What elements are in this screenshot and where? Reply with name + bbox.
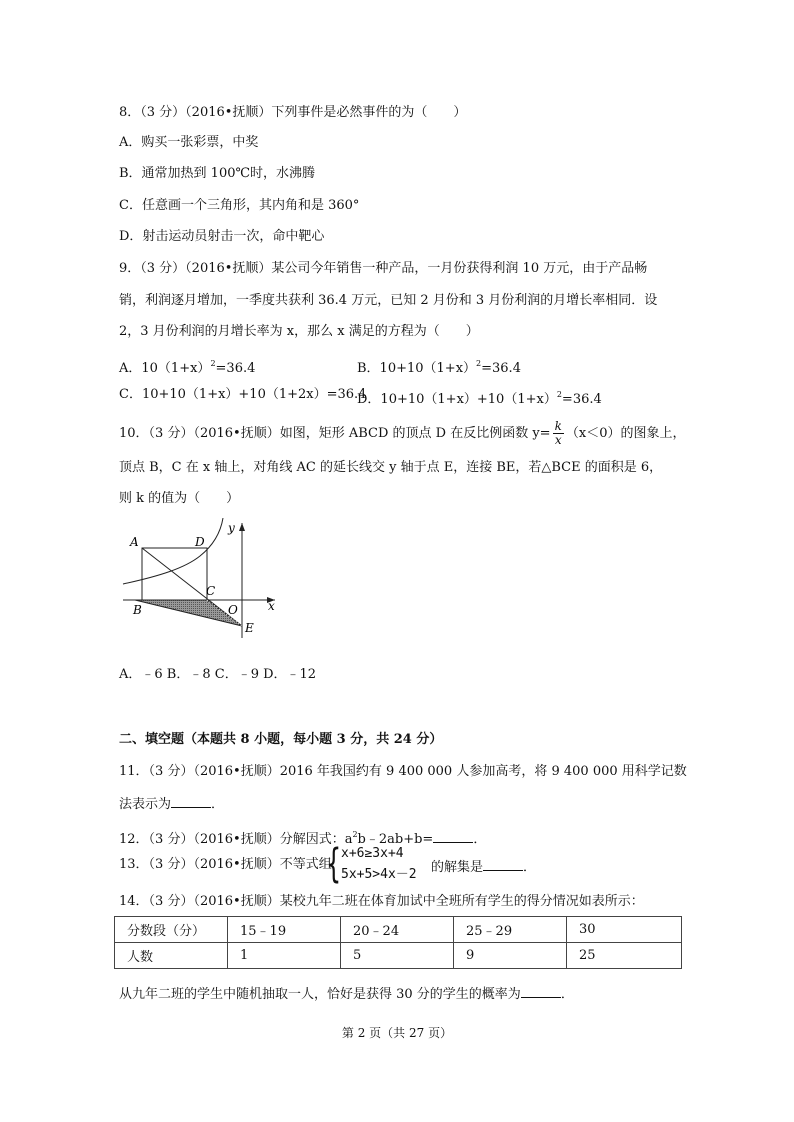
q14-line1: 14．（3 分）（2016•抚顺）某校九年二班在体育加试中全班所有学生的得分情况如表所示： <box>119 894 644 909</box>
label-e: E <box>245 621 254 635</box>
q11-line2: 法表示为 ． <box>119 797 225 812</box>
inequality-2: 5x+5>4x－2 <box>341 867 417 882</box>
table-cell: 20﹣24 <box>341 917 454 943</box>
q13-tail: 的解集是 ． <box>431 860 537 875</box>
answer-blank <box>483 858 523 871</box>
answer-blank <box>433 830 473 843</box>
hyperbola-curve <box>123 518 223 584</box>
answer-blank <box>171 795 211 808</box>
q9-option-d: D．$10+10(1+x)+10(1+x)^2=36.4$ <box>357 390 602 407</box>
table-cell: 25﹣29 <box>454 917 567 943</box>
q10-figure <box>115 518 285 643</box>
answer-blank <box>521 985 561 998</box>
label-b: B <box>133 603 142 617</box>
q10-line2: 顶点 B，C 在 x 轴上，对角线 AC 的延长线交 y 轴于点 E，连接 BE，若△BCE 的面积是 6， <box>119 460 663 475</box>
inequality-1: x+6≥3x+4 <box>341 846 404 861</box>
table-cell: 9 <box>454 943 567 969</box>
q12-line: 12．（3 分）（2016•抚顺）分解因式：$a^2b﹣2ab+b=$ ． <box>119 830 487 847</box>
q14-line2: 从九年二班的学生中随机抽取一人，恰好是获得 30 分的学生的概率为 ． <box>119 987 574 1002</box>
label-c: C <box>206 584 216 598</box>
q11-line1: 11．（3 分）（2016•抚顺）2016 年我国约有 9 400 000 人参加高考，将 9 400 000 用科学记数 <box>119 764 687 779</box>
label-d: D <box>195 535 205 549</box>
q9-option-c: C．10+10（1+x）+10（1+2x）=36.4 <box>119 387 367 402</box>
q8-option-a: A．购买一张彩票，中奖 <box>119 135 259 150</box>
score-table <box>114 916 682 969</box>
table-cell: 25 <box>567 943 682 969</box>
q8-option-c: C．任意画一个三角形，其内角和是 360° <box>119 198 360 213</box>
q9-line2: 销，利润逐月增加，一季度共获利 36.4 万元，已知 2 月份和 3 月份利润的月增长率相同．设 <box>119 293 658 308</box>
table-row <box>115 917 682 943</box>
fraction-k-over-x: $\frac{k}{x}$ <box>554 419 562 447</box>
q9-line3: 2，3 月份利润的月增长率为 x，那么 x 满足的方程为（ ） <box>119 324 479 339</box>
q10-line3: 则 k 的值为（ ） <box>119 491 240 506</box>
q8-option-d: D．射击运动员射击一次，命中靶心 <box>119 229 325 244</box>
q10-line1: 10．（3 分）（2016•抚顺）如图，矩形 ABCD 的顶点 D 在反比例函数 y= $\frac{k}{x}$ （x＜0）的图象上， <box>119 419 686 447</box>
page-footer: 第 2 页（共 27 页） <box>341 1026 453 1040</box>
q9-option-a: A．$10(1+x)^2=36.4$ <box>119 359 256 376</box>
q9-option-b: B．$10+10(1+x)^2=36.4$ <box>357 359 521 376</box>
q13-stem: 13．（3 分）（2016•抚顺）不等式组 <box>119 857 332 872</box>
q10-options: A．﹣6 B．﹣8 C．﹣9 D．﹣12 <box>119 667 317 682</box>
table-cell: 15﹣19 <box>228 917 341 943</box>
brace: { <box>326 841 342 887</box>
label-x: x <box>268 599 275 613</box>
table-cell: 30 <box>567 917 682 943</box>
table-cell: 人数 <box>115 943 228 969</box>
y-axis-arrow <box>239 523 245 531</box>
q9-line1: 9．（3 分）（2016•抚顺）某公司今年销售一种产品，一月份获得利润 10 万元，由于产品畅 <box>119 261 648 276</box>
label-a: A <box>130 535 139 549</box>
table-cell: 分数段（分） <box>115 917 228 943</box>
table-cell: 5 <box>341 943 454 969</box>
label-y: y <box>228 521 235 535</box>
label-o: O <box>228 603 238 617</box>
q8-option-b: B．通常加热到 100℃时，水沸腾 <box>119 166 316 181</box>
table-cell: 1 <box>228 943 341 969</box>
table-row <box>115 943 682 969</box>
section-2-heading: 二、填空题（本题共 8 小题，每小题 3 分，共 24 分） <box>119 732 443 747</box>
inequality-system <box>341 843 417 885</box>
q8-stem: 8．（3 分）（2016•抚顺）下列事件是必然事件的为（ ） <box>119 105 467 120</box>
